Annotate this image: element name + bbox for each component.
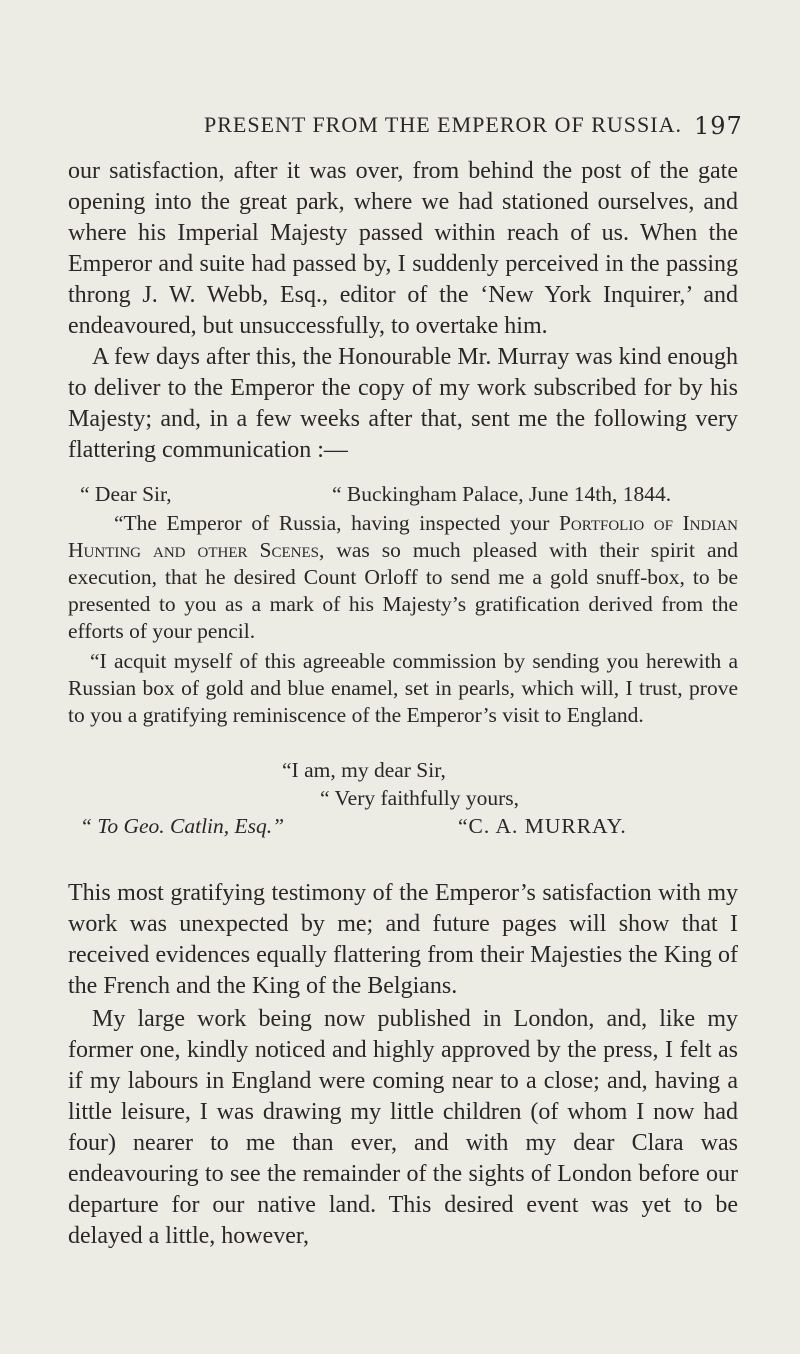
body-paragraph-1 — [68, 156, 738, 466]
letter-dateline: “ Buckingham Palace, June 14th, 1844. — [332, 482, 672, 506]
body-paragraph-3: This most gratifying testimony of the Emperor’s satisfaction with my work was unexpected by me; and future pages will show that I received evidences equally flattering from their Majesties the King of the French and the King of the Belgians. — [68, 880, 738, 999]
letter-text: , was so much pleased with their spirit and execution, that he desired Count Orloff to send me a gold snuff-box, to be presented to you as a mark of his Majesty’s gratification derived from the efforts of your pencil. — [68, 538, 738, 643]
letter-paragraph-2 — [68, 648, 738, 729]
running-title: PRESENT FROM THE EMPEROR OF RUSSIA. — [204, 112, 682, 137]
body-paragraph-4 — [68, 1004, 738, 1252]
letter-salutation: “ Dear Sir, — [80, 482, 172, 506]
letter-closing-2: “ Very faithfully yours, — [320, 786, 520, 810]
letter-text: “I acquit myself of this agreeable commission by sending you herewith a Russian box of gold and blue enamel, set in pearls, which will, I trust, prove to you a gratifying reminiscence of the Emperor’s visit to England. — [68, 649, 738, 727]
portfolio-title: Portfolio of Indian Hunting and other Scenes — [68, 511, 738, 562]
paragraph-text: My large work being now published in London, and, like my former one, kindly noticed and highly approved by the press, I felt as if my labours in England were coming near to a close; and, having a little leisure, I was drawing my little children (of whom I now had four) nearer to me than ever, and with my dear Clara was endeavouring to see the remainder of the sights of London before our departure for our native land. This desired event was yet to be delayed a little, however, — [68, 1006, 738, 1249]
letter-text: “The Emperor of Russia, having inspected your — [114, 511, 559, 535]
paragraph-text: A few days after this, the Honourable Mr. Murray was kind enough to deliver to the Emperor the copy of my work subscribed for by his Majesty; and, in a few weeks after that, sent me the following very flattering communication :— — [68, 344, 738, 463]
page-number: 197 — [694, 112, 743, 140]
running-header — [204, 112, 743, 140]
letter-recipient: “ To Geo. Catlin, Esq.” — [80, 814, 285, 838]
letter-signature: “C. A. MURRAY. — [458, 814, 627, 838]
paragraph-text: our satisfaction, after it was over, from behind the post of the gate opening into the great park, where we had stationed ourselves, and where his Imperial Majesty passed within reach of us. When the Emperor and suite had passed by, I suddenly perceived in the passing throng J. W. Webb, Esq., editor of the ‘New York Inquirer,’ and endeavoured, but unsuccessfully, to overtake him. — [68, 158, 738, 339]
letter-paragraph-1 — [68, 510, 738, 645]
letter-closing-1: “I am, my dear Sir, — [282, 758, 446, 782]
